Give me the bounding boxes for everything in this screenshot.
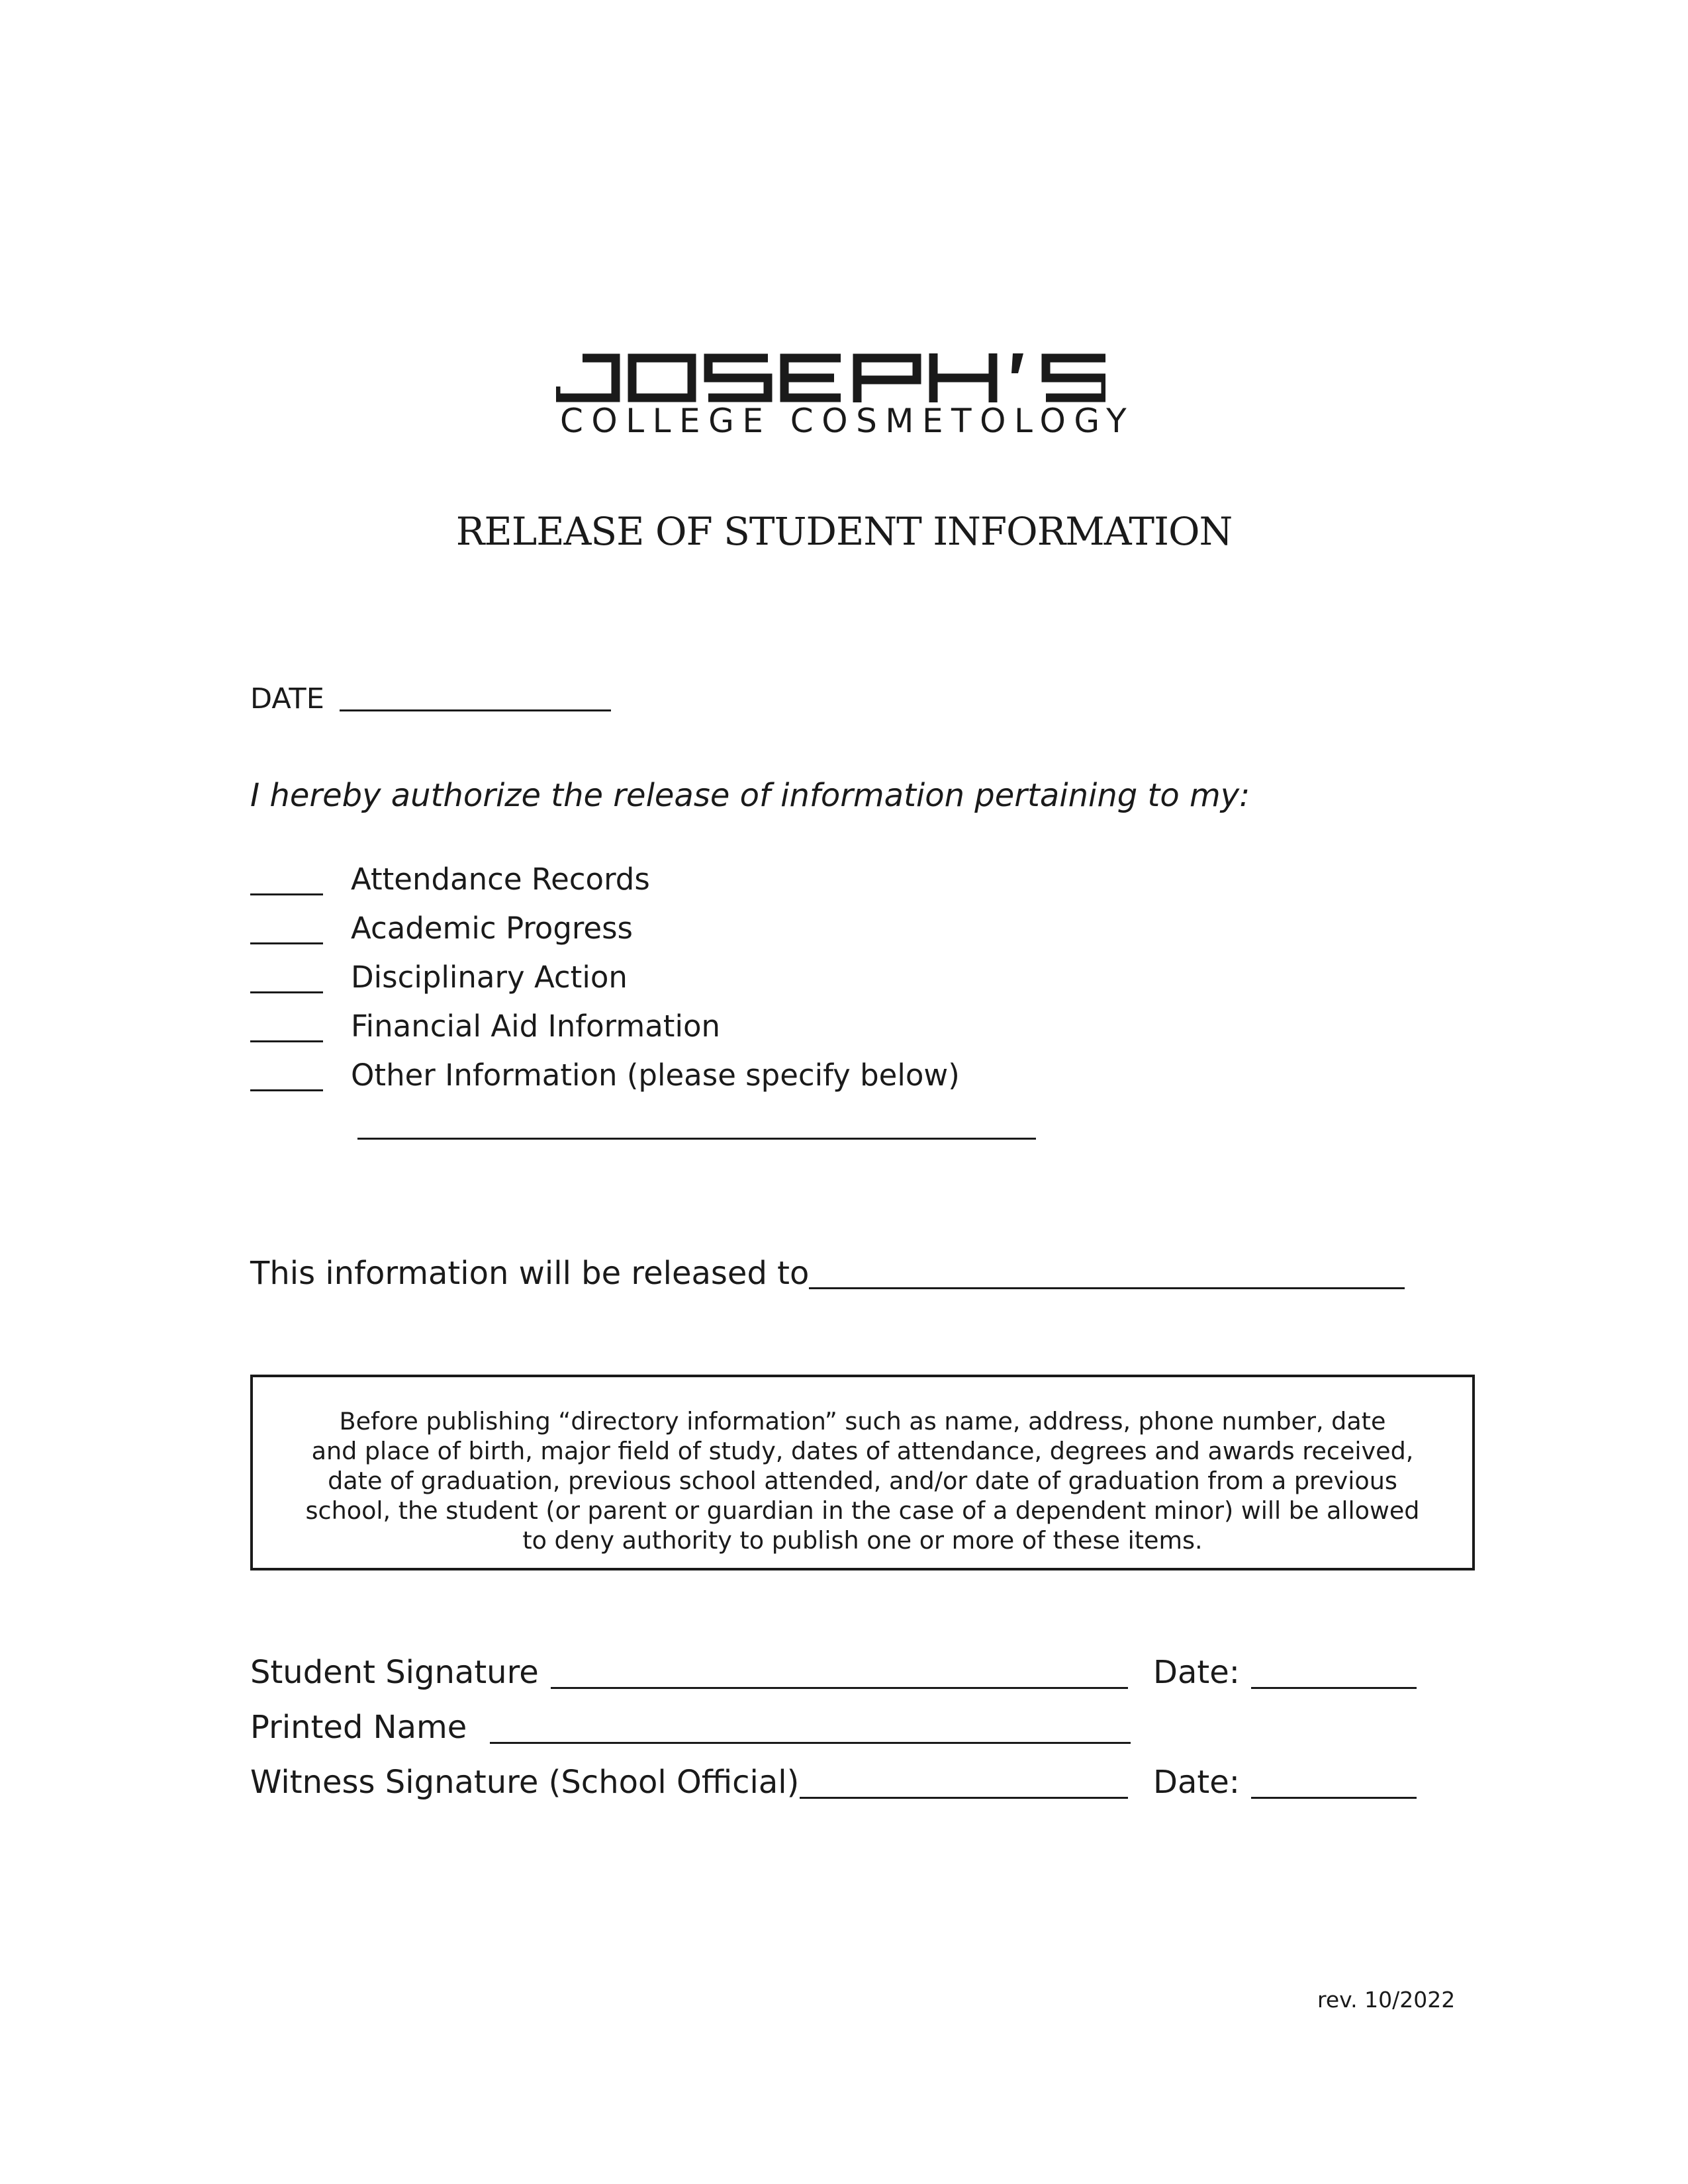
printed-name-label: Printed Name — [250, 1709, 467, 1746]
printed-name-line[interactable] — [490, 1742, 1131, 1744]
directory-information-notice — [250, 1375, 1475, 1570]
checklist-blank-financial-aid[interactable] — [250, 1040, 323, 1042]
checklist-blank-academic[interactable] — [250, 942, 323, 944]
college-logo-subtitle: COLLEGE COSMETOLOGY — [560, 402, 1135, 440]
checklist-label-academic: Academic Progress — [351, 911, 633, 946]
notice-line: school, the student (or parent or guardian in the case of a dependent minor) will be allowed — [305, 1496, 1420, 1525]
notice-text — [279, 1406, 1446, 1555]
witness-date-label: Date: — [1153, 1764, 1240, 1801]
notice-line: to deny authority to publish one or more of these items. — [522, 1526, 1203, 1555]
authorization-statement: I hereby authorize the release of information pertaining to my: — [250, 777, 1250, 814]
witness-signature-line[interactable] — [800, 1797, 1128, 1799]
released-to-blank-line[interactable] — [809, 1287, 1405, 1289]
notice-line: date of graduation, previous school attended, and/or date of graduation from a previous — [328, 1467, 1397, 1495]
student-date-label: Date: — [1153, 1654, 1240, 1691]
student-signature-line[interactable] — [551, 1687, 1128, 1689]
witness-signature-label: Witness Signature (School Official) — [250, 1764, 800, 1801]
checklist-label-other: Other Information (please specify below) — [351, 1058, 960, 1093]
form-title: RELEASE OF STUDENT INFORMATION — [455, 509, 1233, 554]
notice-line: Before publishing “directory information” such as name, address, phone number, date — [339, 1407, 1386, 1435]
witness-date-line[interactable] — [1251, 1797, 1417, 1799]
student-date-line[interactable] — [1251, 1687, 1417, 1689]
checklist-blank-disciplinary[interactable] — [250, 991, 323, 993]
other-information-specify-line[interactable] — [357, 1138, 1036, 1140]
date-label: DATE — [250, 682, 324, 715]
college-logo-wordmark — [556, 353, 1105, 402]
checklist-label-disciplinary: Disciplinary Action — [351, 960, 628, 995]
notice-line: and place of birth, major field of study, dates of attendance, degrees and awards received, — [311, 1437, 1414, 1465]
checklist-label-attendance: Attendance Records — [351, 862, 650, 897]
student-signature-label: Student Signature — [250, 1654, 539, 1691]
checklist-label-financial-aid: Financial Aid Information — [351, 1009, 720, 1044]
date-blank-line[interactable] — [340, 709, 611, 711]
released-to-label: This information will be released to — [250, 1255, 810, 1292]
checklist-blank-attendance[interactable] — [250, 893, 323, 895]
revision-note: rev. 10/2022 — [1317, 1987, 1456, 2013]
checklist-blank-other[interactable] — [250, 1089, 323, 1091]
